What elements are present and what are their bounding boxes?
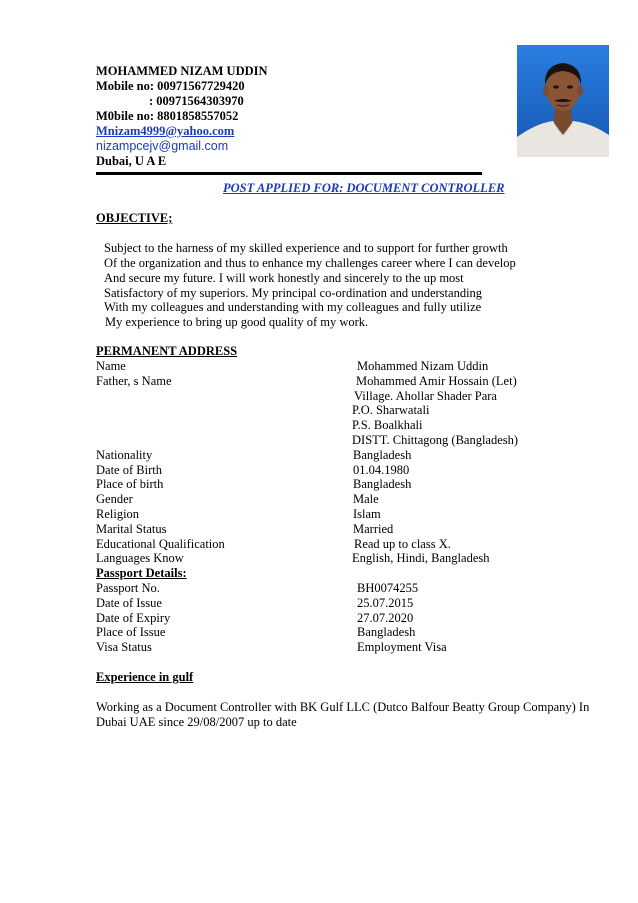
field-label: Visa Status bbox=[96, 640, 152, 655]
field-label: Educational Qualification bbox=[96, 536, 225, 551]
field-value: Employment Visa bbox=[357, 640, 447, 655]
field-value: Bangladesh bbox=[353, 477, 412, 492]
field-label: Date of Expiry bbox=[96, 610, 171, 625]
passport-heading: Passport Details: bbox=[96, 566, 187, 580]
email-link-gmail[interactable]: nizampcejv@gmail.com bbox=[96, 139, 229, 153]
field-label: Place of Issue bbox=[96, 625, 166, 640]
location: Dubai, U A E bbox=[96, 154, 167, 168]
field-value: 25.07.2015 bbox=[357, 595, 414, 610]
field-label: Nationality bbox=[96, 447, 153, 462]
objective-line: Satisfactory of my superiors. My principal co-ordination and understanding bbox=[104, 286, 483, 300]
field-value: DISTT. Chittagong (Bangladesh) bbox=[352, 433, 519, 447]
field-label: Place of birth bbox=[96, 477, 164, 492]
field-value: Male bbox=[353, 492, 379, 507]
field-value: Bangladesh bbox=[353, 447, 412, 462]
post-applied-title: POST APPLIED FOR: DOCUMENT CONTROLLER bbox=[223, 181, 505, 195]
field-value: P.S. Boalkhali bbox=[352, 418, 423, 433]
experience-text: Working as a Document Controller with BK Gulf LLC (Dutco Balfour Beatty Group Company) In Dubai UAE since 29/08/2007 up to date bbox=[96, 700, 590, 729]
field-label: Religion bbox=[96, 507, 140, 521]
field-value: Islam bbox=[353, 507, 381, 521]
field-value: 01.04.1980 bbox=[353, 462, 410, 477]
field-value: Mohammed Amir Hossain (Let) bbox=[356, 373, 517, 388]
field-value: Married bbox=[353, 521, 394, 536]
field-value: Mohammed Nizam Uddin bbox=[357, 359, 489, 373]
field-label: Marital Status bbox=[96, 521, 167, 536]
objective-line: And secure my future. I will work honestly and sincerely to the up most bbox=[104, 271, 464, 285]
field-label: Name bbox=[96, 359, 126, 373]
objective-line: Of the organization and thus to enhance my challenges career where I can develop bbox=[104, 256, 516, 270]
objective-line: My experience to bring up good quality of my work. bbox=[105, 315, 369, 329]
field-label: Passport No. bbox=[96, 581, 160, 595]
field-label: Father, s Name bbox=[96, 373, 172, 388]
field-label: Date of Issue bbox=[96, 595, 162, 610]
mobile-number-3: M0bile no: 8801858557052 bbox=[96, 109, 239, 123]
field-value: BH0074255 bbox=[357, 581, 419, 595]
email-link-yahoo[interactable]: Mnizam4999@yahoo.com bbox=[96, 124, 235, 138]
candidate-name: MOHAMMED NIZAM UDDIN bbox=[96, 64, 268, 78]
header-divider bbox=[96, 172, 482, 175]
objective-line: With my colleagues and understanding with my colleagues and fully utilize bbox=[104, 300, 482, 314]
field-label: Date of Birth bbox=[96, 462, 162, 477]
profile-photo bbox=[517, 45, 609, 157]
field-label: Gender bbox=[96, 492, 133, 507]
mobile-number-2: : 00971564303970 bbox=[149, 94, 244, 108]
experience-heading: Experience in gulf bbox=[96, 670, 194, 684]
field-value: P.O. Sharwatali bbox=[352, 403, 430, 418]
field-value: 27.07.2020 bbox=[357, 610, 414, 625]
field-value: Read up to class X. bbox=[354, 536, 451, 551]
objective-heading: OBJECTIVE; bbox=[96, 211, 173, 225]
field-label: Languages Know bbox=[96, 551, 184, 566]
mobile-number-1: Mobile no: 00971567729420 bbox=[96, 79, 245, 93]
field-value: Bangladesh bbox=[357, 625, 416, 640]
objective-line: Subject to the harness of my skilled experience and to support for further growth bbox=[104, 241, 508, 255]
field-value: Village. Ahollar Shader Para bbox=[354, 388, 497, 403]
field-value: English, Hindi, Bangladesh bbox=[352, 551, 490, 566]
permanent-address-heading: PERMANENT ADDRESS bbox=[96, 344, 238, 358]
